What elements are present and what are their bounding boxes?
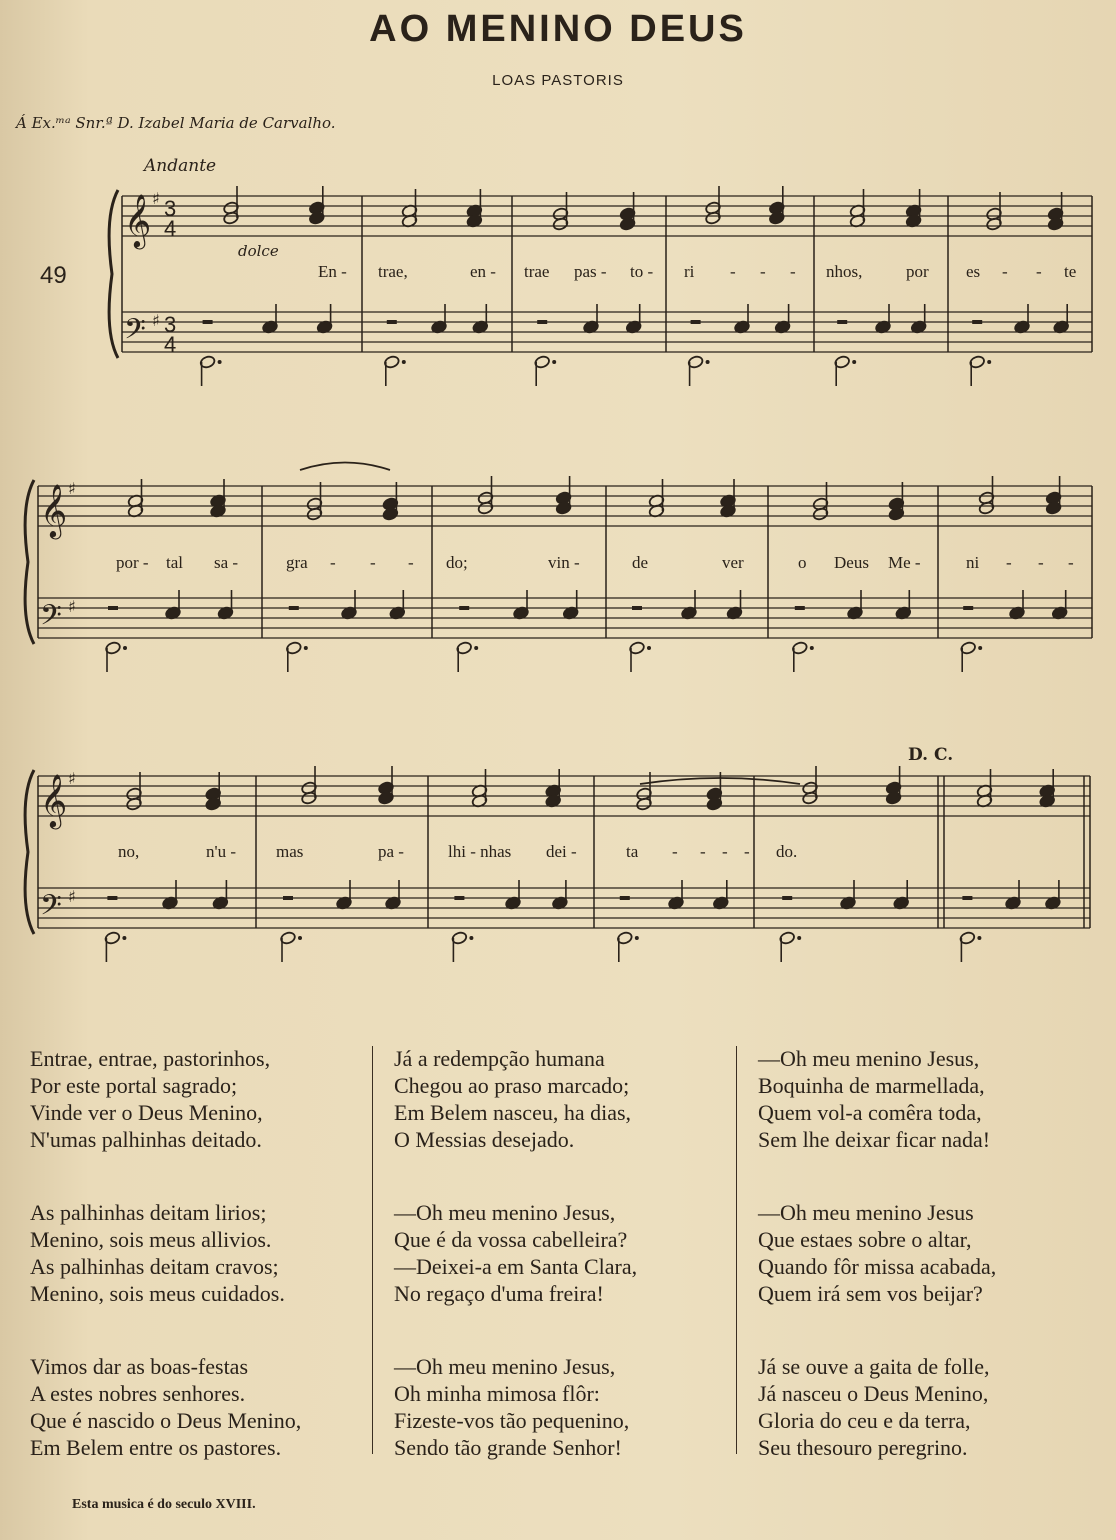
lyric-syllable: - — [790, 262, 796, 281]
quarter-rest — [795, 606, 805, 610]
stanza — [758, 1045, 996, 1153]
lyric-syllable: pas - — [574, 262, 607, 281]
verse-line: N'umas palhinhas deitado. — [30, 1127, 262, 1152]
augmentation-dot — [402, 360, 406, 364]
lyric-syllable: - — [1006, 553, 1012, 572]
lyric-syllable: ta — [626, 842, 639, 861]
stanza — [758, 1199, 996, 1307]
augmentation-dot — [122, 936, 126, 940]
treble-clef: 𝄞 — [124, 193, 152, 247]
page-title: AO MENINO DEUS — [369, 8, 747, 50]
lyric-syllable: trae, — [378, 262, 408, 281]
augmentation-dot — [977, 936, 981, 940]
lyric-syllable: o — [798, 553, 807, 572]
time-signature-bottom: 4 — [164, 216, 177, 241]
quarter-rest — [203, 320, 213, 324]
bass-clef: 𝄢 — [124, 313, 146, 353]
verse-line: Em Belem nasceu, ha dias, — [394, 1100, 632, 1125]
lyric-syllable: gra — [286, 553, 308, 572]
augmentation-dot — [797, 936, 801, 940]
verse-line: As palhinhas deitam cravos; — [30, 1254, 279, 1279]
quarter-rest — [283, 896, 293, 900]
verse-line: —Oh meu menino Jesus, — [394, 1200, 616, 1225]
augmentation-dot — [647, 646, 651, 650]
da-capo-marking: D. C. — [908, 745, 954, 765]
lyric-syllable: - — [730, 262, 736, 281]
time-signature-top: 3 — [164, 196, 177, 221]
augmentation-dot — [298, 936, 302, 940]
lyric-syllable: por - — [116, 553, 149, 572]
verse-column-1 — [30, 1045, 301, 1507]
lyric-syllable: dei - — [546, 842, 577, 861]
column-divider — [372, 1046, 373, 1454]
lyric-syllable: - — [744, 842, 750, 861]
lyric-syllable: ri — [684, 262, 695, 281]
lyric-syllable: vin - — [548, 553, 580, 572]
verse-column-3 — [758, 1045, 996, 1507]
system-brace — [25, 480, 34, 644]
lyric-syllable: to - — [630, 262, 654, 281]
quarter-rest — [387, 320, 397, 324]
augmentation-dot — [810, 646, 814, 650]
augmentation-dot — [635, 936, 639, 940]
verse-line: Já se ouve a gaita de folle, — [758, 1354, 990, 1379]
tie — [300, 463, 390, 471]
lyric-syllable: ni — [966, 553, 980, 572]
system-brace — [109, 190, 118, 358]
verse-line: Boquinha de marmellada, — [758, 1073, 985, 1098]
lyric-syllable: En - — [318, 262, 347, 281]
lyric-syllable: - — [672, 842, 678, 861]
verse-line: Chegou ao praso marcado; — [394, 1073, 630, 1098]
verse-line: Menino, sois meus allivios. — [30, 1227, 272, 1252]
augmentation-dot — [987, 360, 991, 364]
verse-line: Vimos dar as boas-festas — [30, 1354, 249, 1379]
verse-column-2 — [394, 1045, 637, 1507]
quarter-rest — [107, 896, 117, 900]
stanza — [30, 1353, 301, 1461]
lyric-syllable: - — [1036, 262, 1042, 281]
tempo-marking: Andante — [144, 156, 217, 176]
lyric-syllable: - — [722, 842, 728, 861]
key-signature-sharp: ♯ — [152, 311, 160, 330]
key-signature-sharp: ♯ — [68, 769, 76, 788]
verse-line: Seu thesouro peregrino. — [758, 1435, 968, 1460]
augmentation-dot — [474, 646, 478, 650]
lyric-syllable: - — [370, 553, 376, 572]
verse-line: Quando fôr missa acabada, — [758, 1254, 997, 1279]
column-divider — [736, 1046, 737, 1454]
verse-line: Fizeste-vos tão pequenino, — [394, 1408, 630, 1433]
quarter-rest — [620, 896, 630, 900]
lyric-syllable: sa - — [214, 553, 239, 572]
dedication: Á Ex.ᵐᵃ Snr.ª D. Izabel Maria de Carvalho. — [16, 114, 336, 132]
lyric-syllable: de — [632, 553, 649, 572]
lyric-syllable: - — [1002, 262, 1008, 281]
quarter-rest — [972, 320, 982, 324]
augmentation-dot — [978, 646, 982, 650]
lyric-syllable: ver — [722, 553, 744, 572]
quarter-rest — [289, 606, 299, 610]
lyric-syllable: tal — [166, 553, 183, 572]
verse-line: —Oh meu menino Jesus, — [758, 1046, 980, 1071]
lyric-syllable: - — [1068, 553, 1074, 572]
verse-line: A estes nobres senhores. — [30, 1381, 246, 1406]
time-signature-top: 3 — [164, 312, 177, 337]
lyric-syllable: n'u - — [206, 842, 236, 861]
quarter-rest — [454, 896, 464, 900]
verse-line: Quem irá sem vos beijar? — [758, 1281, 983, 1306]
footnote: Esta musica é do seculo XVIII. — [72, 1497, 256, 1512]
verse-line: Que é da vossa cabelleira? — [394, 1227, 628, 1252]
augmentation-dot — [706, 360, 710, 364]
quarter-rest — [691, 320, 701, 324]
treble-clef: 𝄞 — [40, 483, 68, 537]
verse-line: Por este portal sagrado; — [30, 1073, 238, 1098]
verse-line: Entrae, entrae, pastorinhos, — [30, 1046, 271, 1071]
augmentation-dot — [469, 936, 473, 940]
stanza — [394, 1199, 637, 1307]
augmentation-dot — [218, 360, 222, 364]
time-signature-bottom: 4 — [164, 332, 177, 357]
lyric-syllable: es — [966, 262, 981, 281]
key-signature-sharp: ♯ — [152, 189, 160, 208]
lyric-syllable: - — [700, 842, 706, 861]
lyric-syllable: lhi - nhas — [448, 842, 512, 861]
stanza — [758, 1353, 996, 1461]
lyric-syllable: - — [760, 262, 766, 281]
verse-line: Já nasceu o Deus Menino, — [758, 1381, 989, 1406]
lyric-syllable: por — [906, 262, 929, 281]
augmentation-dot — [852, 360, 856, 364]
lyric-syllable: mas — [276, 842, 304, 861]
verse-line: Vinde ver o Deus Menino, — [30, 1100, 263, 1125]
stanza — [30, 1045, 301, 1153]
dynamic-marking: dolce — [238, 242, 279, 260]
lyric-syllable: - — [408, 553, 414, 572]
key-signature-sharp: ♯ — [68, 597, 76, 616]
quarter-rest — [782, 896, 792, 900]
quarter-rest — [962, 896, 972, 900]
bass-clef: 𝄢 — [40, 889, 62, 929]
verse-line: Em Belem entre os pastores. — [30, 1435, 282, 1460]
quarter-rest — [108, 606, 118, 610]
lyric-syllable: pa - — [378, 842, 404, 861]
key-signature-sharp: ♯ — [68, 887, 76, 906]
verse-line: —Oh meu menino Jesus, — [394, 1354, 616, 1379]
verse-line: Menino, sois meus cuidados. — [30, 1281, 285, 1306]
verse-line: No regaço d'uma freira! — [394, 1281, 604, 1306]
lyric-syllable: nhos, — [826, 262, 863, 281]
verse-line: As palhinhas deitam lirios; — [30, 1200, 267, 1225]
stanza — [394, 1045, 637, 1153]
verse-line: —Deixei-a em Santa Clara, — [394, 1254, 638, 1279]
stanza — [394, 1353, 637, 1461]
lyric-syllable: - — [330, 553, 336, 572]
page-subtitle: LOAS PASTORIS — [492, 72, 624, 89]
verse-line: Sem lhe deixar ficar nada! — [758, 1127, 991, 1152]
lyric-syllable: - — [1038, 553, 1044, 572]
verse-line: Quem vol-a comêra toda, — [758, 1100, 982, 1125]
bass-clef: 𝄢 — [40, 599, 62, 639]
quarter-rest — [632, 606, 642, 610]
quarter-rest — [537, 320, 547, 324]
verse-line: Gloria do ceu e da terra, — [758, 1408, 971, 1433]
augmentation-dot — [123, 646, 127, 650]
lyric-syllable: Deus — [834, 553, 869, 572]
verse-line: Que é nascido o Deus Menino, — [30, 1408, 302, 1433]
verse-line: Já a redempção humana — [394, 1046, 605, 1071]
system-brace — [25, 770, 34, 934]
stanza — [30, 1199, 301, 1307]
verse-line: Oh minha mimosa flôr: — [394, 1381, 600, 1406]
augmentation-dot — [552, 360, 556, 364]
lyric-syllable: te — [1064, 262, 1077, 281]
lyric-syllable: en - — [470, 262, 496, 281]
augmentation-dot — [304, 646, 308, 650]
lyric-syllable: do. — [776, 842, 798, 861]
quarter-rest — [963, 606, 973, 610]
verse-line: Que estaes sobre o altar, — [758, 1227, 972, 1252]
system-number: 49 — [40, 262, 67, 289]
lyric-syllable: do; — [446, 553, 468, 572]
lyric-syllable: no, — [118, 842, 140, 861]
verse-line: —Oh meu menino Jesus — [758, 1200, 974, 1225]
verse-line: O Messias desejado. — [394, 1127, 575, 1152]
lyric-syllable: Me - — [888, 553, 921, 572]
quarter-rest — [837, 320, 847, 324]
quarter-rest — [459, 606, 469, 610]
verse-line: Sendo tão grande Senhor! — [394, 1435, 622, 1460]
treble-clef: 𝄞 — [40, 773, 68, 827]
lyric-syllable: trae — [524, 262, 550, 281]
key-signature-sharp: ♯ — [68, 479, 76, 498]
